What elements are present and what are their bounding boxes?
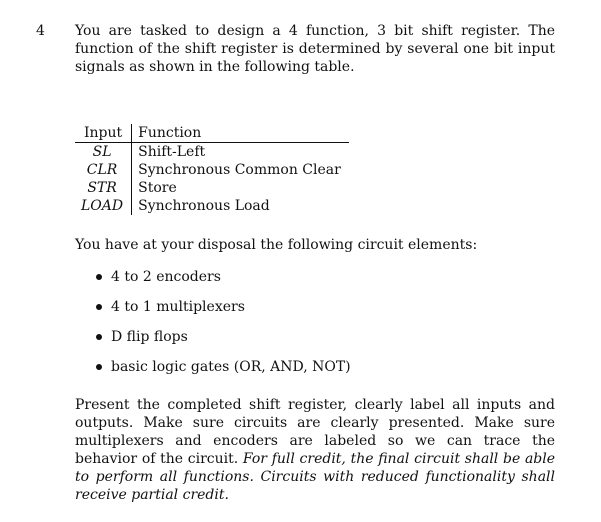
row-input: SL [75,143,132,162]
bullet-icon [96,364,102,370]
list-item-text: D flip flops [111,329,188,345]
table-row [75,179,349,197]
intro-paragraph: You are tasked to design a 4 function, 3 bit shift register. The function of the shift register is determined by several one bit input signals as shown in the following table. [75,23,555,75]
table-row [75,161,349,179]
list-item-text: 4 to 1 multiplexers [111,299,245,315]
list-item [96,292,351,322]
elements-list [96,262,351,382]
table-row [75,143,349,162]
row-input: LOAD [75,197,132,215]
header-input: Input [75,124,132,143]
list-item-text: basic logic gates (OR, AND, NOT) [111,359,351,375]
bullet-icon [96,304,102,310]
bullet-icon [96,274,102,280]
row-input: STR [75,179,132,197]
list-item [96,322,351,352]
table-row [75,197,349,215]
row-function: Synchronous Common Clear [138,162,341,178]
list-item [96,262,351,292]
list-item-text: 4 to 2 encoders [111,269,221,285]
bullet-icon [96,334,102,340]
list-item [96,352,351,382]
instructions-text: Present the completed shift register, clearly label all inputs and outputs. Make sure circuits are clearly presented. Make sure multiplexers and encoders are labeled so we can trace the behavior of the circuit. [75,397,555,467]
instructions-credit-text: For full credit, the final circuit shall be able to perform all functions. Circuits with reduced functionality shall receive partial credit. [75,451,556,503]
elements-intro: You have at your disposal the following circuit elements: [75,237,478,253]
question-number: 4 [36,23,45,39]
row-function: Shift-Left [138,144,206,160]
table-header-row [75,124,349,143]
row-function: Synchronous Load [138,198,270,214]
function-table [75,124,349,215]
row-input: CLR [75,161,132,179]
header-function: Function [132,124,349,143]
instructions-paragraph [75,396,555,504]
row-function: Store [138,180,177,196]
